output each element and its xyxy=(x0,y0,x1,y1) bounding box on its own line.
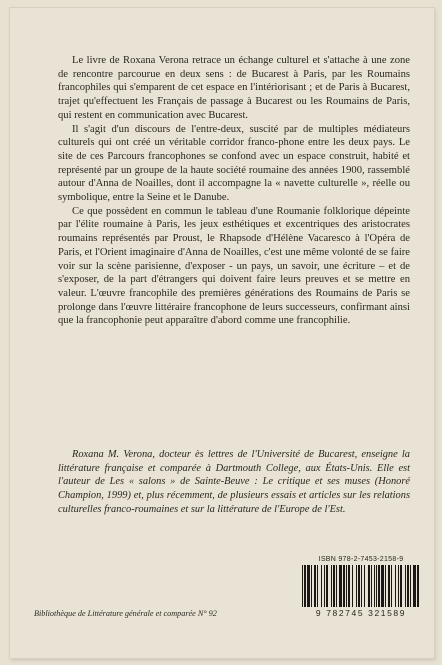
barcode-bars xyxy=(300,565,422,607)
series-label: Bibliothèque de Littérature générale et comparée N° 92 xyxy=(34,609,217,618)
author-bio-paragraph: Roxana M. Verona, docteur ès lettres de l'Université de Bucarest, enseigne la littérature française et comparée à Dartmouth College, aux États-Unis. Elle est l'auteur de Les « salons » de Sainte-Beuve : Le critique et ses muses (Honoré Champion, 1999) et, plus récemment, de plusieurs essais et articles sur les relations culturelles franco-roumaines et sur la littérature de l'Europe de l'Est. xyxy=(58,449,410,515)
book-back-cover xyxy=(10,8,434,658)
author-bio xyxy=(58,448,410,517)
ean-digits: 9 782745 321589 xyxy=(315,608,407,618)
blurb-text xyxy=(58,54,410,328)
blurb-paragraph-3: Ce que possèdent en commun le tableau d'une Roumanie folklorique dépeinte par l'élite roumaine à Paris, les jeux esthétiques et excentriques des aristocrates roumains représentés par Proust, le Rhapsode d'Hélène Vacaresco à l'Opéra de Paris, et l'Orient imaginaire d'Anna de Noailles, c'est une même volonté de se faire voir sur la scène parisienne, d'exposer - un pays, un savoir, une écriture – et de s'exposer, de la part d'étrangers qui doivent faire leurs preuves et se mettre en valeur. L'œuvre francophile des premières générations des Roumains de Paris se prolonge dans l'œuvre littéraire francophone de leurs successeurs, confirmant ainsi que la francophonie peut apparaître d'abord comme une francophilie. xyxy=(58,205,410,327)
blurb-paragraph-2: Il s'agit d'un discours de l'entre-deux, suscité par de multiples médiateurs culturels qui ont créé un véritable corridor franco-phone entre les deux pays. Le site de ces Parcours francophones se confond avec un espace construit, habité et représenté par un groupe de la haute société roumaine des années 1900, rassemblé autour d'Anna de Noailles, dont il accompagne la « navette culturelle », réelle ou symbolique, entre la Seine et le Danube. xyxy=(58,123,410,204)
blurb-paragraph-1: Le livre de Roxana Verona retrace un échange culturel et s'attache à une zone de rencontre parcourue en deux sens : de Bucarest à Paris, par les Roumains francophiles qui s'emparent de cet espace en l'intériorisant ; et de Paris à Bucarest, trajet qu'effectuent les Français de passage à Bucarest ou les Roumains de Paris, qui restent en communication avec Bucarest. xyxy=(58,55,410,121)
isbn-barcode xyxy=(300,556,422,626)
isbn-label: ISBN 978-2-7453-2158-9 xyxy=(318,556,404,563)
